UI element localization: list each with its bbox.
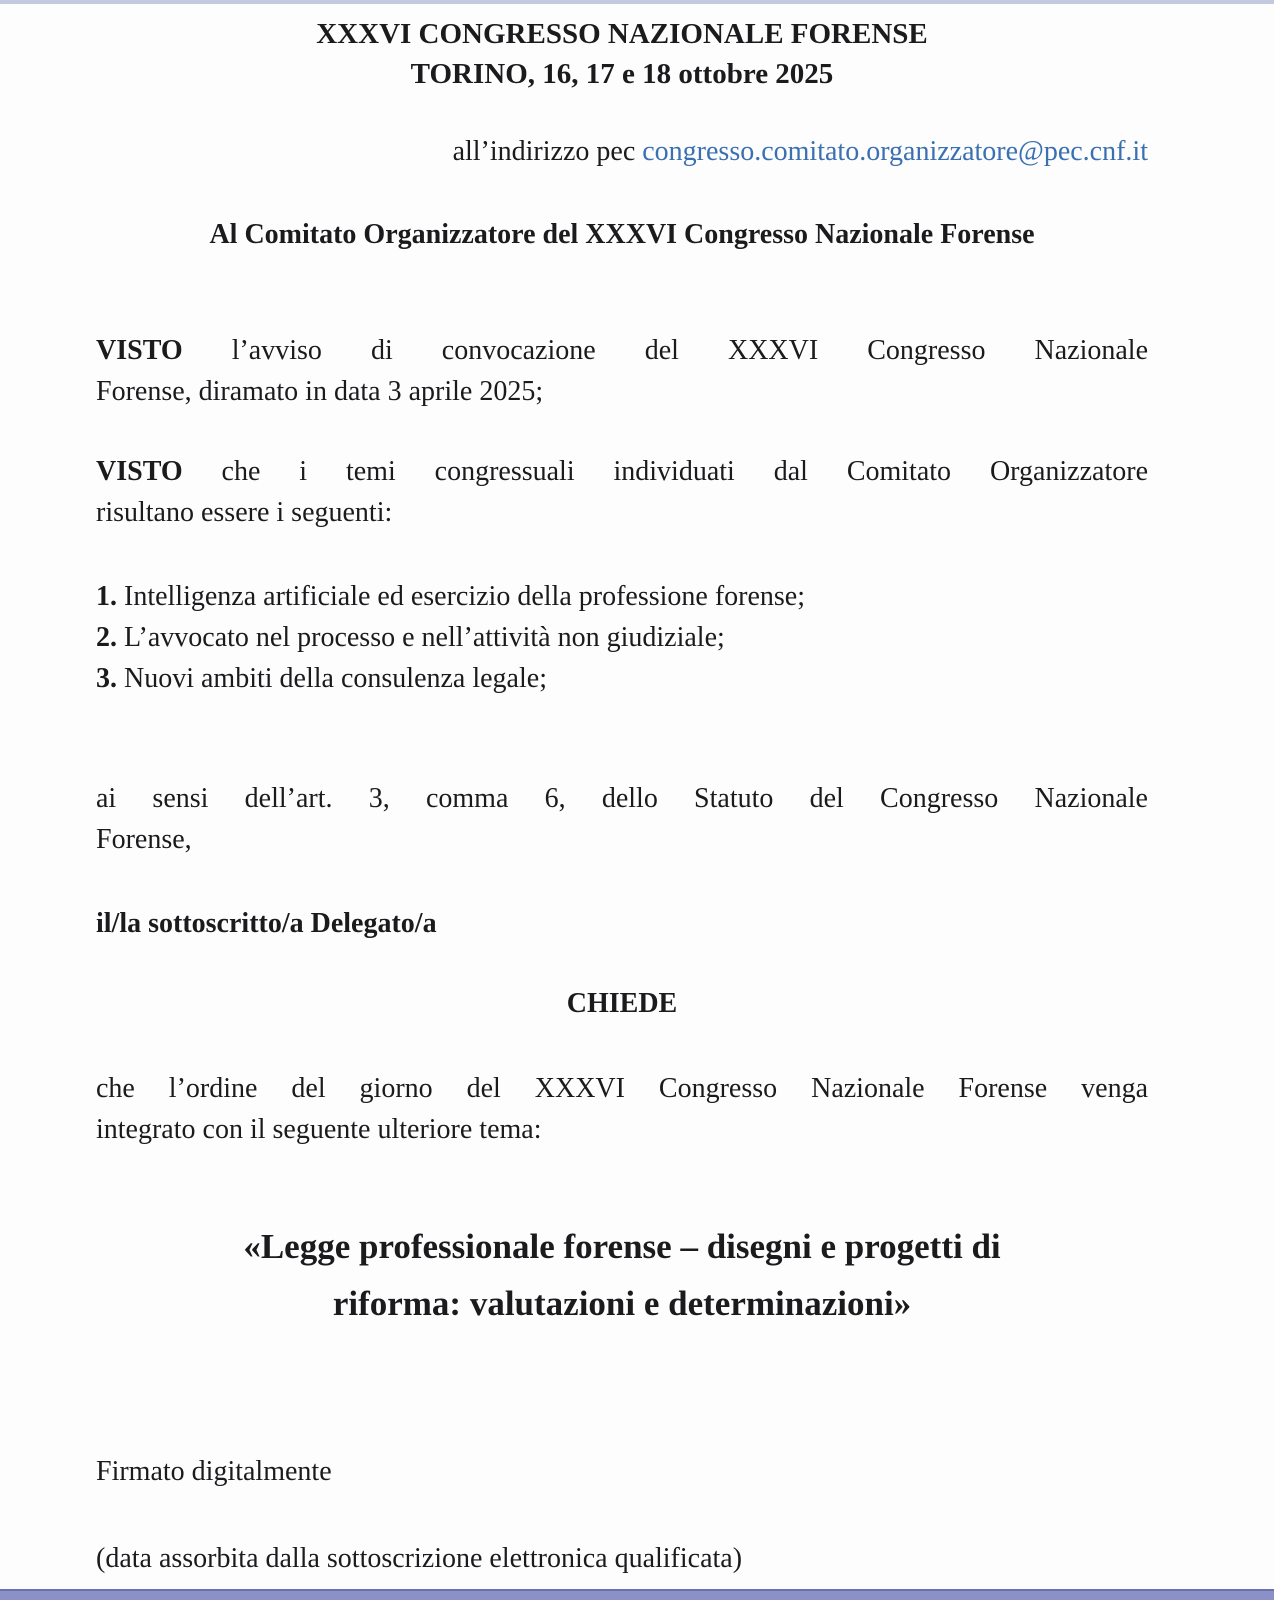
ai-sensi-line-1: ai sensi dell’art. 3, comma 6, dello Statuto del Congresso Nazionale xyxy=(96,783,1148,814)
document-title xyxy=(96,14,1148,94)
topic-item-3 xyxy=(96,658,1148,699)
sottoscritto-line: il/la sottoscritto/a Delegato/a xyxy=(96,908,437,939)
visto-paragraph-2 xyxy=(96,451,1148,533)
topic-3-number: 3. xyxy=(96,663,117,694)
pec-label: all’indirizzo pec xyxy=(452,136,643,167)
request-paragraph xyxy=(96,1068,1148,1150)
date-note-line: (data assorbita dalla sottoscrizione elettronica qualificata) xyxy=(96,1543,743,1574)
visto-1-line-1 xyxy=(96,330,1148,371)
document-content xyxy=(96,14,1148,1579)
theme-line-2: riforma: valutazioni e determinazioni» xyxy=(332,1284,912,1323)
visto-1-label: VISTO xyxy=(96,335,183,366)
request-line-1: che l’ordine del giorno del XXXVI Congresso Nazionale Forense venga xyxy=(96,1073,1148,1104)
title-line-2: TORINO, 16, 17 e 18 ottobre 2025 xyxy=(410,58,834,90)
signed-line: Firmato digitalmente xyxy=(96,1456,332,1487)
addressee-line: Al Comitato Organizzatore del XXXVI Congresso Nazionale Forense xyxy=(209,219,1035,250)
chiede-heading: CHIEDE xyxy=(566,988,678,1019)
visto-1-line-2: Forense, diramato in data 3 aprile 2025; xyxy=(96,376,544,407)
topic-2-text: L’avvocato nel processo e nell’attività non giudiziale; xyxy=(117,622,725,653)
theme-heading xyxy=(96,1218,1148,1332)
topics-list xyxy=(96,576,1148,699)
topic-item-2 xyxy=(96,617,1148,658)
title-line-1: XXXVI CONGRESSO NAZIONALE FORENSE xyxy=(316,18,928,50)
pec-email-link[interactable]: congresso.comitato.organizzatore@pec.cnf.it xyxy=(642,136,1148,167)
topic-item-1 xyxy=(96,576,1148,617)
visto-2-text: che i temi congressuali individuati dal Comitato Organizzatore xyxy=(182,456,1148,487)
pec-address-line xyxy=(96,131,1148,172)
topic-1-number: 1. xyxy=(96,581,117,612)
request-line-2: integrato con il seguente ulteriore tema: xyxy=(96,1114,542,1145)
visto-1-text: l’avviso di convocazione del XXXVI Congresso Nazionale xyxy=(182,335,1148,366)
bottom-border-bar xyxy=(0,1589,1274,1600)
topic-3-text: Nuovi ambiti della consulenza legale; xyxy=(117,663,547,694)
top-border-bar xyxy=(0,0,1274,4)
visto-paragraph-1 xyxy=(96,330,1148,412)
ai-sensi-line-2: Forense, xyxy=(96,824,192,855)
visto-2-line-2: risultano essere i seguenti: xyxy=(96,497,393,528)
visto-2-line-1 xyxy=(96,451,1148,492)
topic-2-number: 2. xyxy=(96,622,117,653)
visto-2-label: VISTO xyxy=(96,456,183,487)
topic-1-text: Intelligenza artificiale ed esercizio della professione forense; xyxy=(117,581,805,612)
ai-sensi-paragraph xyxy=(96,778,1148,860)
theme-line-1: «Legge professionale forense – disegni e progetti di xyxy=(243,1227,1001,1266)
